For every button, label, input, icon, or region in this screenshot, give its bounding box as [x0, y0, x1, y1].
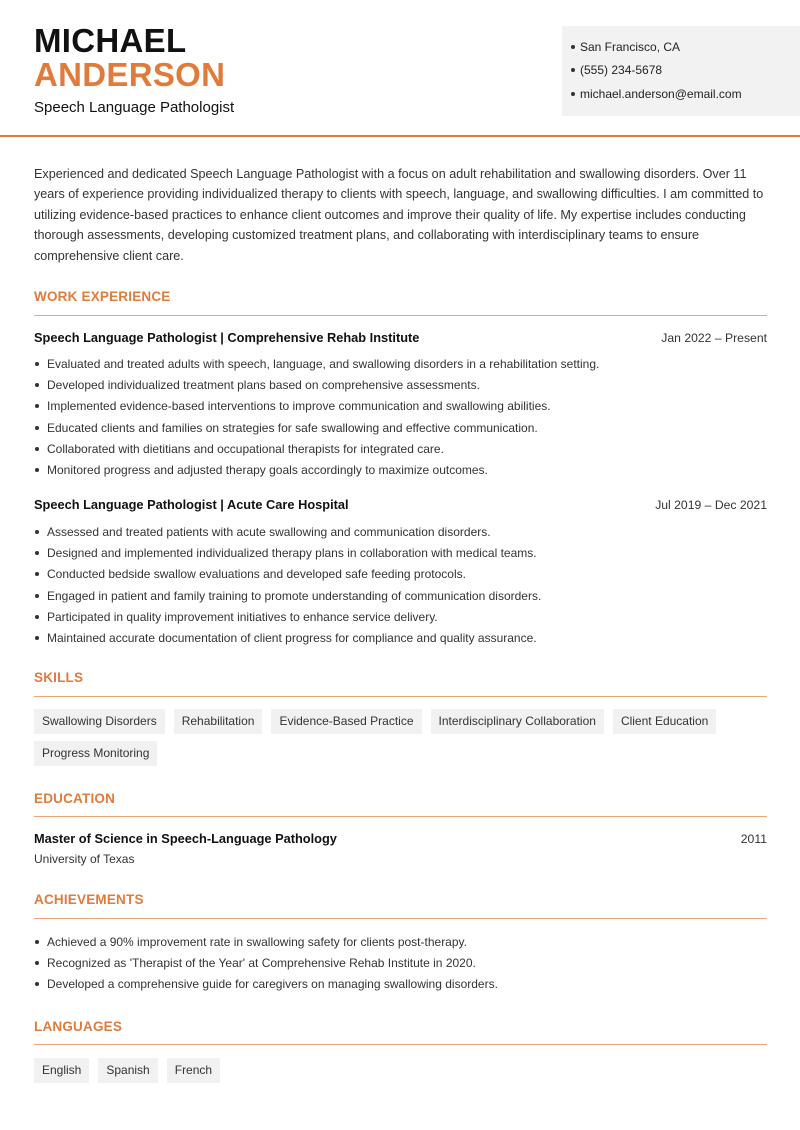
section-title-education: EDUCATION [34, 791, 116, 806]
section-divider [34, 918, 767, 919]
section-divider [34, 696, 767, 697]
skill-tag: Swallowing Disorders [34, 709, 165, 734]
list-item: Developed a comprehensive guide for caregivers on managing swallowing disorders. [34, 976, 498, 997]
skill-tag: Client Education [613, 709, 716, 734]
section-title-achievements: ACHIEVEMENTS [34, 892, 144, 907]
list-item: Participated in quality improvement initiatives to enhance service delivery. [34, 609, 541, 630]
job-dates: Jan 2022 – Present [661, 331, 767, 345]
education-school: University of Texas [34, 852, 135, 866]
list-item: Collaborated with dietitians and occupational therapists for integrated care. [34, 441, 599, 462]
language-tag: French [167, 1058, 220, 1083]
list-item: Implemented evidence-based interventions to improve communication and swallowing abilities. [34, 398, 599, 419]
section-divider [34, 315, 767, 316]
section-divider [34, 1044, 767, 1045]
education-degree: Master of Science in Speech-Language Pathology [34, 831, 337, 846]
list-item: Developed individualized treatment plans based on comprehensive assessments. [34, 377, 599, 398]
education-year: 2011 [740, 832, 767, 846]
list-item: Maintained accurate documentation of client progress for compliance and quality assurance. [34, 630, 541, 651]
list-item: Evaluated and treated adults with speech, language, and swallowing disorders in a rehabilitation setting. [34, 356, 599, 377]
list-item: Assessed and treated patients with acute swallowing and communication disorders. [34, 524, 541, 545]
job-bullet-list [34, 524, 541, 651]
contact-email: michael.anderson@email.com [580, 87, 742, 101]
list-item: Achieved a 90% improvement rate in swallowing safety for clients post-therapy. [34, 934, 498, 955]
job-bullet-list [34, 356, 599, 483]
skill-tag: Interdisciplinary Collaboration [431, 709, 604, 734]
job-dates: Jul 2019 – Dec 2021 [655, 498, 767, 512]
list-item: Designed and implemented individualized therapy plans in collaboration with medical teams. [34, 545, 541, 566]
last-name: ANDERSON [34, 56, 226, 93]
language-tag: Spanish [98, 1058, 157, 1083]
skill-tag: Evidence-Based Practice [271, 709, 421, 734]
skills-list [34, 709, 774, 773]
languages-list [34, 1058, 774, 1090]
contact-box [562, 26, 800, 116]
list-item: Conducted bedside swallow evaluations and developed safe feeding protocols. [34, 566, 541, 587]
professional-summary: Experienced and dedicated Speech Language Pathologist with a focus on adult rehabilitation and swallowing disorders. Over 11 years of experience providing individualized therapy to clients with speech, language, and swallowing difficulties. I am committed to utilizing evidence-based practices to enhance client outcomes and improve their quality of life. My expertise includes conducting thorough assessments, developing customized treatment plans, and collaborating with interdisciplinary teams to ensure comprehensive client care. [34, 167, 764, 263]
skill-tag: Progress Monitoring [34, 741, 157, 766]
skill-tag: Rehabilitation [174, 709, 263, 734]
list-item: Educated clients and families on strategies for safe swallowing and effective communication. [34, 420, 599, 441]
list-item: Recognized as 'Therapist of the Year' at Comprehensive Rehab Institute in 2020. [34, 955, 498, 976]
section-title-work: WORK EXPERIENCE [34, 289, 171, 304]
contact-phone: (555) 234-5678 [580, 63, 663, 77]
list-item: Engaged in patient and family training to promote understanding of communication disorders. [34, 588, 541, 609]
job-heading: Speech Language Pathologist | Comprehensive Rehab Institute [34, 330, 420, 345]
section-divider [34, 816, 767, 817]
language-tag: English [34, 1058, 89, 1083]
first-name: MICHAEL [34, 22, 187, 59]
section-title-skills: SKILLS [34, 670, 84, 685]
job-heading: Speech Language Pathologist | Acute Care Hospital [34, 497, 349, 512]
achievements-list [34, 934, 498, 998]
job-title: Speech Language Pathologist [34, 99, 235, 116]
list-item: Monitored progress and adjusted therapy goals accordingly to maximize outcomes. [34, 462, 599, 483]
section-title-languages: LANGUAGES [34, 1019, 123, 1034]
contact-location: San Francisco, CA [580, 40, 681, 54]
resume-header [0, 0, 800, 137]
